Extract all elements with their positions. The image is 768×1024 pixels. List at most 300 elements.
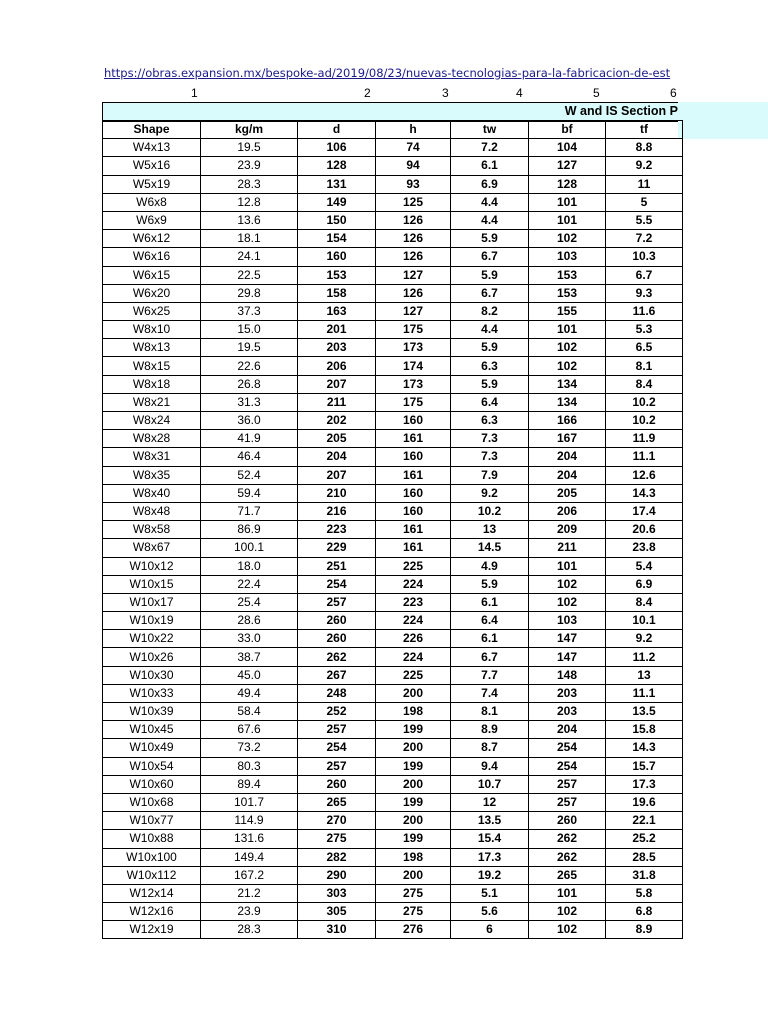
cell-shape[interactable]: W8x18 [103,375,201,393]
cell-h[interactable]: 161 [376,466,451,484]
source-url-link[interactable]: https://obras.expansion.mx/bespoke-ad/2019/08/23/nuevas-tecnologias-para-la-fabricacion-de-est [104,66,671,80]
cell-kg-per-m[interactable]: 28.3 [201,175,298,193]
cell-shape[interactable]: W6x16 [103,248,201,266]
cell-bf[interactable]: 265 [529,866,606,884]
cell-tw[interactable]: 6.9 [451,175,529,193]
cell-tw[interactable]: 5.1 [451,884,529,902]
cell-kg-per-m[interactable]: 52.4 [201,466,298,484]
cell-d[interactable]: 254 [298,739,376,757]
cell-d[interactable]: 260 [298,612,376,630]
cell-bf[interactable]: 103 [529,248,606,266]
cell-kg-per-m[interactable]: 15.0 [201,321,298,339]
cell-kg-per-m[interactable]: 149.4 [201,848,298,866]
cell-kg-per-m[interactable]: 58.4 [201,703,298,721]
cell-shape[interactable]: W10x22 [103,630,201,648]
cell-kg-per-m[interactable]: 46.4 [201,448,298,466]
cell-h[interactable]: 74 [376,139,451,157]
cell-bf[interactable]: 203 [529,684,606,702]
cell-bf[interactable]: 260 [529,812,606,830]
cell-tw[interactable]: 7.9 [451,466,529,484]
cell-bf[interactable]: 102 [529,575,606,593]
cell-tw[interactable]: 8.2 [451,302,529,320]
cell-tw[interactable]: 4.4 [451,321,529,339]
cell-kg-per-m[interactable]: 67.6 [201,721,298,739]
cell-tf[interactable]: 6.5 [606,339,683,357]
cell-tf[interactable]: 8.4 [606,375,683,393]
cell-tw[interactable]: 4.4 [451,193,529,211]
cell-kg-per-m[interactable]: 37.3 [201,302,298,320]
cell-shape[interactable]: W10x54 [103,757,201,775]
cell-d[interactable]: 229 [298,539,376,557]
cell-h[interactable]: 199 [376,793,451,811]
cell-kg-per-m[interactable]: 23.9 [201,157,298,175]
cell-tw[interactable]: 8.7 [451,739,529,757]
cell-d[interactable]: 216 [298,502,376,520]
cell-kg-per-m[interactable]: 23.9 [201,903,298,921]
cell-shape[interactable]: W10x26 [103,648,201,666]
cell-tw[interactable]: 5.9 [451,230,529,248]
cell-tf[interactable]: 6.8 [606,903,683,921]
cell-h[interactable]: 126 [376,284,451,302]
cell-d[interactable]: 158 [298,284,376,302]
cell-shape[interactable]: W6x12 [103,230,201,248]
cell-shape[interactable]: W5x19 [103,175,201,193]
cell-bf[interactable]: 203 [529,703,606,721]
cell-shape[interactable]: W4x13 [103,139,201,157]
cell-h[interactable]: 199 [376,830,451,848]
cell-tf[interactable]: 17.3 [606,775,683,793]
cell-bf[interactable]: 262 [529,848,606,866]
cell-bf[interactable]: 153 [529,284,606,302]
cell-d[interactable]: 150 [298,211,376,229]
cell-shape[interactable]: W6x25 [103,302,201,320]
cell-d[interactable]: 251 [298,557,376,575]
cell-shape[interactable]: W8x58 [103,521,201,539]
cell-bf[interactable]: 101 [529,884,606,902]
cell-bf[interactable]: 211 [529,539,606,557]
cell-tf[interactable]: 9.2 [606,630,683,648]
cell-tw[interactable]: 14.5 [451,539,529,557]
cell-h[interactable]: 160 [376,484,451,502]
cell-tw[interactable]: 5.9 [451,266,529,284]
cell-shape[interactable]: W8x35 [103,466,201,484]
cell-kg-per-m[interactable]: 167.2 [201,866,298,884]
cell-kg-per-m[interactable]: 19.5 [201,339,298,357]
cell-d[interactable]: 160 [298,248,376,266]
cell-tf[interactable]: 13 [606,666,683,684]
cell-tf[interactable]: 5.4 [606,557,683,575]
cell-bf[interactable]: 134 [529,393,606,411]
cell-shape[interactable]: W10x30 [103,666,201,684]
cell-h[interactable]: 126 [376,211,451,229]
cell-d[interactable]: 128 [298,157,376,175]
cell-bf[interactable]: 102 [529,903,606,921]
cell-tw[interactable]: 6.7 [451,648,529,666]
cell-d[interactable]: 248 [298,684,376,702]
cell-shape[interactable]: W10x68 [103,793,201,811]
cell-kg-per-m[interactable]: 22.4 [201,575,298,593]
cell-bf[interactable]: 147 [529,630,606,648]
cell-shape[interactable]: W12x14 [103,884,201,902]
cell-d[interactable]: 203 [298,339,376,357]
cell-tw[interactable]: 6.3 [451,412,529,430]
cell-kg-per-m[interactable]: 21.2 [201,884,298,902]
cell-h[interactable]: 173 [376,339,451,357]
cell-kg-per-m[interactable]: 22.5 [201,266,298,284]
cell-d[interactable]: 223 [298,521,376,539]
cell-kg-per-m[interactable]: 71.7 [201,502,298,520]
cell-tf[interactable]: 11.6 [606,302,683,320]
cell-tw[interactable]: 9.4 [451,757,529,775]
cell-tf[interactable]: 7.2 [606,230,683,248]
cell-d[interactable]: 210 [298,484,376,502]
cell-tf[interactable]: 8.4 [606,593,683,611]
cell-tf[interactable]: 6.7 [606,266,683,284]
cell-shape[interactable]: W10x12 [103,557,201,575]
cell-tf[interactable]: 14.3 [606,484,683,502]
cell-h[interactable]: 127 [376,266,451,284]
cell-h[interactable]: 275 [376,903,451,921]
cell-kg-per-m[interactable]: 28.6 [201,612,298,630]
cell-tw[interactable]: 7.4 [451,684,529,702]
cell-tf[interactable]: 9.3 [606,284,683,302]
cell-d[interactable]: 207 [298,375,376,393]
cell-bf[interactable]: 167 [529,430,606,448]
cell-h[interactable]: 174 [376,357,451,375]
cell-tw[interactable]: 17.3 [451,848,529,866]
cell-d[interactable]: 282 [298,848,376,866]
cell-d[interactable]: 270 [298,812,376,830]
cell-tw[interactable]: 7.3 [451,430,529,448]
cell-kg-per-m[interactable]: 18.1 [201,230,298,248]
cell-tw[interactable]: 10.2 [451,502,529,520]
cell-tw[interactable]: 5.9 [451,575,529,593]
cell-tw[interactable]: 12 [451,793,529,811]
cell-kg-per-m[interactable]: 28.3 [201,921,298,939]
cell-kg-per-m[interactable]: 45.0 [201,666,298,684]
cell-tf[interactable]: 15.7 [606,757,683,775]
cell-kg-per-m[interactable]: 38.7 [201,648,298,666]
cell-d[interactable]: 305 [298,903,376,921]
cell-d[interactable]: 211 [298,393,376,411]
cell-d[interactable]: 260 [298,630,376,648]
cell-tf[interactable]: 5.5 [606,211,683,229]
cell-tw[interactable]: 4.9 [451,557,529,575]
cell-tw[interactable]: 7.2 [451,139,529,157]
cell-kg-per-m[interactable]: 19.5 [201,139,298,157]
cell-tf[interactable]: 8.8 [606,139,683,157]
cell-bf[interactable]: 102 [529,593,606,611]
cell-bf[interactable]: 134 [529,375,606,393]
cell-bf[interactable]: 128 [529,175,606,193]
cell-kg-per-m[interactable]: 101.7 [201,793,298,811]
cell-d[interactable]: 254 [298,575,376,593]
cell-kg-per-m[interactable]: 31.3 [201,393,298,411]
cell-h[interactable]: 199 [376,721,451,739]
cell-tf[interactable]: 11.2 [606,648,683,666]
cell-d[interactable]: 257 [298,721,376,739]
cell-h[interactable]: 199 [376,757,451,775]
cell-tw[interactable]: 6.1 [451,593,529,611]
cell-h[interactable]: 200 [376,866,451,884]
cell-tw[interactable]: 13.5 [451,812,529,830]
cell-h[interactable]: 161 [376,430,451,448]
cell-kg-per-m[interactable]: 33.0 [201,630,298,648]
cell-bf[interactable]: 155 [529,302,606,320]
cell-tf[interactable]: 9.2 [606,157,683,175]
cell-tw[interactable]: 5.9 [451,339,529,357]
cell-tf[interactable]: 28.5 [606,848,683,866]
cell-tf[interactable]: 5 [606,193,683,211]
cell-bf[interactable]: 204 [529,466,606,484]
cell-bf[interactable]: 148 [529,666,606,684]
cell-tf[interactable]: 11.1 [606,684,683,702]
cell-h[interactable]: 126 [376,230,451,248]
cell-h[interactable]: 94 [376,157,451,175]
cell-h[interactable]: 200 [376,775,451,793]
cell-d[interactable]: 163 [298,302,376,320]
cell-d[interactable]: 260 [298,775,376,793]
cell-shape[interactable]: W8x15 [103,357,201,375]
cell-bf[interactable]: 102 [529,230,606,248]
cell-shape[interactable]: W6x15 [103,266,201,284]
cell-d[interactable]: 205 [298,430,376,448]
cell-d[interactable]: 154 [298,230,376,248]
cell-bf[interactable]: 104 [529,139,606,157]
cell-d[interactable]: 262 [298,648,376,666]
cell-h[interactable]: 161 [376,539,451,557]
cell-bf[interactable]: 101 [529,211,606,229]
cell-tf[interactable]: 19.6 [606,793,683,811]
cell-d[interactable]: 201 [298,321,376,339]
cell-tf[interactable]: 15.8 [606,721,683,739]
cell-d[interactable]: 207 [298,466,376,484]
cell-bf[interactable]: 103 [529,612,606,630]
cell-tw[interactable]: 10.7 [451,775,529,793]
cell-kg-per-m[interactable]: 12.8 [201,193,298,211]
cell-tf[interactable]: 20.6 [606,521,683,539]
cell-kg-per-m[interactable]: 59.4 [201,484,298,502]
cell-h[interactable]: 126 [376,248,451,266]
cell-shape[interactable]: W6x20 [103,284,201,302]
cell-h[interactable]: 200 [376,739,451,757]
cell-h[interactable]: 223 [376,593,451,611]
cell-tf[interactable]: 8.9 [606,921,683,939]
cell-h[interactable]: 275 [376,884,451,902]
cell-tf[interactable]: 22.1 [606,812,683,830]
cell-bf[interactable]: 206 [529,502,606,520]
cell-tf[interactable]: 8.1 [606,357,683,375]
cell-tw[interactable]: 8.1 [451,703,529,721]
cell-tf[interactable]: 10.3 [606,248,683,266]
cell-h[interactable]: 173 [376,375,451,393]
cell-h[interactable]: 224 [376,612,451,630]
cell-d[interactable]: 303 [298,884,376,902]
cell-tf[interactable]: 11 [606,175,683,193]
cell-tw[interactable]: 5.6 [451,903,529,921]
cell-bf[interactable]: 102 [529,357,606,375]
cell-h[interactable]: 160 [376,502,451,520]
cell-tw[interactable]: 7.7 [451,666,529,684]
cell-tf[interactable]: 5.3 [606,321,683,339]
cell-shape[interactable]: W10x33 [103,684,201,702]
cell-bf[interactable]: 153 [529,266,606,284]
cell-kg-per-m[interactable]: 25.4 [201,593,298,611]
cell-tf[interactable]: 10.2 [606,412,683,430]
cell-d[interactable]: 202 [298,412,376,430]
cell-tf[interactable]: 13.5 [606,703,683,721]
cell-bf[interactable]: 205 [529,484,606,502]
cell-shape[interactable]: W10x15 [103,575,201,593]
cell-bf[interactable]: 204 [529,721,606,739]
cell-bf[interactable]: 204 [529,448,606,466]
cell-tf[interactable]: 11.9 [606,430,683,448]
cell-shape[interactable]: W6x9 [103,211,201,229]
cell-shape[interactable]: W8x31 [103,448,201,466]
cell-tw[interactable]: 6.7 [451,248,529,266]
cell-d[interactable]: 106 [298,139,376,157]
cell-shape[interactable]: W8x24 [103,412,201,430]
cell-d[interactable]: 275 [298,830,376,848]
cell-kg-per-m[interactable]: 13.6 [201,211,298,229]
cell-h[interactable]: 161 [376,521,451,539]
cell-bf[interactable]: 262 [529,830,606,848]
cell-shape[interactable]: W8x10 [103,321,201,339]
cell-h[interactable]: 160 [376,448,451,466]
cell-bf[interactable]: 166 [529,412,606,430]
cell-tw[interactable]: 6.4 [451,612,529,630]
cell-shape[interactable]: W8x28 [103,430,201,448]
cell-bf[interactable]: 254 [529,739,606,757]
cell-tw[interactable]: 4.4 [451,211,529,229]
cell-kg-per-m[interactable]: 73.2 [201,739,298,757]
cell-kg-per-m[interactable]: 86.9 [201,521,298,539]
cell-d[interactable]: 204 [298,448,376,466]
cell-bf[interactable]: 101 [529,193,606,211]
cell-tw[interactable]: 6 [451,921,529,939]
cell-kg-per-m[interactable]: 131.6 [201,830,298,848]
cell-bf[interactable]: 102 [529,921,606,939]
cell-bf[interactable]: 254 [529,757,606,775]
cell-tf[interactable]: 31.8 [606,866,683,884]
cell-h[interactable]: 200 [376,812,451,830]
cell-kg-per-m[interactable]: 22.6 [201,357,298,375]
cell-shape[interactable]: W12x19 [103,921,201,939]
cell-shape[interactable]: W8x40 [103,484,201,502]
cell-tf[interactable]: 11.1 [606,448,683,466]
cell-tw[interactable]: 8.9 [451,721,529,739]
cell-tf[interactable]: 10.1 [606,612,683,630]
cell-d[interactable]: 310 [298,921,376,939]
cell-bf[interactable]: 101 [529,557,606,575]
cell-h[interactable]: 125 [376,193,451,211]
cell-tw[interactable]: 13 [451,521,529,539]
cell-bf[interactable]: 257 [529,793,606,811]
cell-kg-per-m[interactable]: 36.0 [201,412,298,430]
cell-tw[interactable]: 6.7 [451,284,529,302]
cell-shape[interactable]: W10x100 [103,848,201,866]
cell-shape[interactable]: W8x67 [103,539,201,557]
cell-tf[interactable]: 12.6 [606,466,683,484]
cell-shape[interactable]: W10x88 [103,830,201,848]
cell-kg-per-m[interactable]: 24.1 [201,248,298,266]
cell-bf[interactable]: 102 [529,339,606,357]
cell-shape[interactable]: W5x16 [103,157,201,175]
cell-d[interactable]: 267 [298,666,376,684]
cell-kg-per-m[interactable]: 80.3 [201,757,298,775]
cell-d[interactable]: 149 [298,193,376,211]
cell-d[interactable]: 265 [298,793,376,811]
cell-tf[interactable]: 5.8 [606,884,683,902]
cell-tf[interactable]: 25.2 [606,830,683,848]
cell-bf[interactable]: 209 [529,521,606,539]
cell-kg-per-m[interactable]: 29.8 [201,284,298,302]
cell-h[interactable]: 160 [376,412,451,430]
cell-bf[interactable]: 257 [529,775,606,793]
cell-h[interactable]: 276 [376,921,451,939]
cell-d[interactable]: 206 [298,357,376,375]
cell-d[interactable]: 290 [298,866,376,884]
cell-kg-per-m[interactable]: 41.9 [201,430,298,448]
cell-h[interactable]: 200 [376,684,451,702]
cell-shape[interactable]: W8x13 [103,339,201,357]
cell-shape[interactable]: W12x16 [103,903,201,921]
cell-tw[interactable]: 7.3 [451,448,529,466]
cell-d[interactable]: 131 [298,175,376,193]
cell-h[interactable]: 225 [376,666,451,684]
cell-h[interactable]: 127 [376,302,451,320]
cell-shape[interactable]: W10x45 [103,721,201,739]
cell-h[interactable]: 175 [376,393,451,411]
cell-h[interactable]: 175 [376,321,451,339]
cell-kg-per-m[interactable]: 100.1 [201,539,298,557]
cell-shape[interactable]: W8x21 [103,393,201,411]
cell-h[interactable]: 224 [376,575,451,593]
cell-shape[interactable]: W10x77 [103,812,201,830]
cell-shape[interactable]: W10x49 [103,739,201,757]
cell-tw[interactable]: 6.1 [451,157,529,175]
cell-shape[interactable]: W6x8 [103,193,201,211]
cell-shape[interactable]: W10x60 [103,775,201,793]
cell-kg-per-m[interactable]: 26.8 [201,375,298,393]
cell-tf[interactable]: 14.3 [606,739,683,757]
cell-d[interactable]: 257 [298,593,376,611]
cell-tf[interactable]: 10.2 [606,393,683,411]
cell-bf[interactable]: 101 [529,321,606,339]
cell-d[interactable]: 257 [298,757,376,775]
cell-bf[interactable]: 127 [529,157,606,175]
cell-h[interactable]: 93 [376,175,451,193]
cell-d[interactable]: 153 [298,266,376,284]
cell-tf[interactable]: 23.8 [606,539,683,557]
cell-kg-per-m[interactable]: 49.4 [201,684,298,702]
cell-shape[interactable]: W10x17 [103,593,201,611]
cell-h[interactable]: 198 [376,848,451,866]
cell-d[interactable]: 252 [298,703,376,721]
cell-h[interactable]: 224 [376,648,451,666]
cell-tw[interactable]: 5.9 [451,375,529,393]
cell-tf[interactable]: 6.9 [606,575,683,593]
cell-kg-per-m[interactable]: 89.4 [201,775,298,793]
cell-tw[interactable]: 15.4 [451,830,529,848]
cell-h[interactable]: 225 [376,557,451,575]
cell-tf[interactable]: 17.4 [606,502,683,520]
cell-shape[interactable]: W10x19 [103,612,201,630]
cell-shape[interactable]: W10x39 [103,703,201,721]
cell-h[interactable]: 198 [376,703,451,721]
cell-tw[interactable]: 6.3 [451,357,529,375]
cell-tw[interactable]: 6.1 [451,630,529,648]
